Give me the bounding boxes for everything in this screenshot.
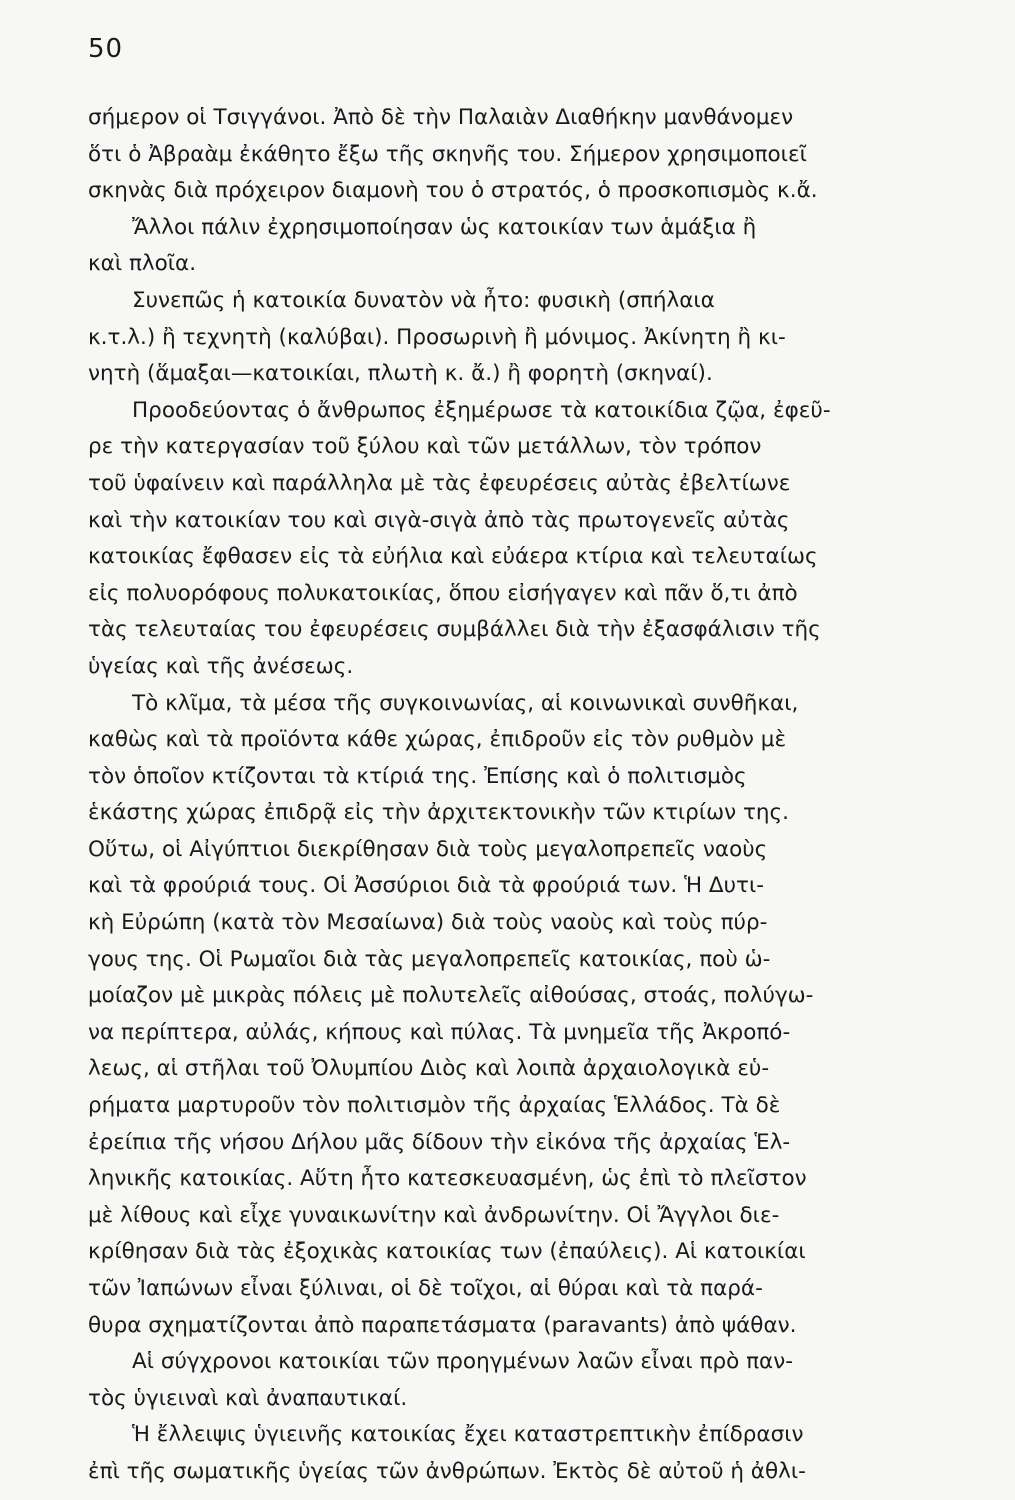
text-line: καὶ τὴν κατοικίαν του καὶ σιγὰ-σιγὰ ἀπὸ τὰς πρωτογενεῖς αὐτὰς bbox=[88, 507, 790, 533]
text-line: νητὴ (ἅμαξαι—κατοικίαι, πλωτὴ κ. ἄ.) ἢ φορητὴ (σκηναί). bbox=[88, 361, 713, 387]
text-line: μοίαζον μὲ μικρὰς πόλεις μὲ πολυτελεῖς αἰθούσας, στοάς, πολύγω- bbox=[88, 983, 814, 1009]
text-line: ἐρείπια τῆς νήσου Δήλου μᾶς δίδουν τὴν εἰκόνα τῆς ἀρχαίας Ἑλ- bbox=[88, 1129, 791, 1155]
page-number: 50 bbox=[88, 34, 124, 64]
text-line: ρε τὴν κατεργασίαν τοῦ ξύλου καὶ τῶν μετάλλων, τὸν τρόπον bbox=[88, 434, 762, 460]
text-line: εἰς πολυορόφους πολυκατοικίας, ὅπου εἰσήγαγεν καὶ πᾶν ὅ,τι ἀπὸ bbox=[88, 580, 798, 606]
text-line: καὶ πλοῖα. bbox=[88, 251, 197, 277]
body-text bbox=[88, 100, 936, 1491]
text-line: να περίπτερα, αὐλάς, κήπους καὶ πύλας. Τὰ μνημεῖα τῆς Ἀκροπό- bbox=[88, 1019, 791, 1045]
text-line: κὴ Εὐρώπη (κατὰ τὸν Μεσαίωνα) διὰ τοὺς ναοὺς καὶ τοὺς πύρ- bbox=[88, 910, 768, 936]
text-line: Αἱ σύγχρονοι κατοικίαι τῶν προηγμένων λαῶν εἶναι πρὸ παν- bbox=[132, 1349, 793, 1375]
text-line: ληνικῆς κατοικίας. Αὕτη ἦτο κατεσκευασμένη, ὡς ἐπὶ τὸ πλεῖστον bbox=[88, 1166, 807, 1192]
text-line: κατοικίας ἔφθασεν εἰς τὰ εὐήλια καὶ εὐάερα κτίρια καὶ τελευταίως bbox=[88, 544, 818, 570]
text-line: Τὸ κλῖμα, τὰ μέσα τῆς συγκοινωνίας, αἱ κοινωνικαὶ συνθῆκαι, bbox=[132, 690, 799, 716]
text-line: Ἡ ἔλλειψις ὑγιεινῆς κατοικίας ἔχει καταστρεπτικὴν ἐπίδρασιν bbox=[132, 1422, 804, 1448]
text-line: ἑκάστης χώρας ἐπιδρᾷ εἰς τὴν ἀρχιτεκτονικὴν τῶν κτιρίων της. bbox=[88, 800, 789, 826]
text-line: τοῦ ὑφαίνειν καὶ παράλληλα μὲ τὰς ἐφευρέσεις αὐτὰς ἐβελτίωνε bbox=[88, 470, 791, 496]
text-line: καὶ τὰ φρούριά τους. Οἱ Ἀσσύριοι διὰ τὰ φρούριά των. Ἡ Δυτι- bbox=[88, 873, 764, 899]
text-line: τὸν ὁποῖον κτίζονται τὰ κτίριά της. Ἐπίσης καὶ ὁ πολιτισμὸς bbox=[88, 763, 747, 789]
text-line: Συνεπῶς ἡ κατοικία δυνατὸν νὰ ἦτο: φυσικὴ (σπήλαια bbox=[132, 287, 715, 313]
text-line: σήμερον οἱ Τσιγγάνοι. Ἀπὸ δὲ τὴν Παλαιὰν Διαθήκην μανθάνομεν bbox=[88, 105, 794, 130]
text-line: καθὼς καὶ τὰ προϊόντα κάθε χώρας, ἐπιδροῦν εἰς τὸν ρυθμὸν μὲ bbox=[88, 727, 787, 753]
text-line: ὑγείας καὶ τῆς ἀνέσεως. bbox=[88, 653, 354, 679]
text-line: λεως, αἱ στῆλαι τοῦ Ὀλυμπίου Διὸς καὶ λοιπὰ ἀρχαιολογικὰ εὑ- bbox=[88, 1056, 770, 1082]
text-line: κ.τ.λ.) ἢ τεχνητὴ (καλύβαι). Προσωρινὴ ἢ μόνιμος. Ἀκίνητη ἢ κι- bbox=[88, 324, 786, 350]
text-line: κρίθησαν διὰ τὰς ἐξοχικὰς κατοικίας των (ἐπαύλεις). Αἱ κατοικίαι bbox=[88, 1239, 806, 1265]
text-line: ρήματα μαρτυροῦν τὸν πολιτισμὸν τῆς ἀρχαίας Ἑλλάδος. Τὰ δὲ bbox=[88, 1093, 781, 1119]
text-line: ἐπὶ τῆς σωματικῆς ὑγείας τῶν ἀνθρώπων. Ἐκτὸς δὲ αὐτοῦ ἡ ἀθλι- bbox=[88, 1458, 806, 1484]
text-line: ὅτι ὁ Ἀβραὰμ ἐκάθητο ἔξω τῆς σκηνῆς του. Σήμερον χρησιμοποιεῖ bbox=[88, 141, 807, 167]
text-line: Οὕτω, οἱ Αἰγύπτιοι διεκρίθησαν διὰ τοὺς μεγαλοπρεπεῖς ναοὺς bbox=[88, 836, 768, 862]
text-line: μὲ λίθους καὶ εἶχε γυναικωνίτην καὶ ἀνδρωνίτην. Οἱ Ἄγγλοι διε- bbox=[88, 1202, 780, 1228]
text-line: γους της. Οἱ Ρωμαῖοι διὰ τὰς μεγαλοπρεπεῖς κατοικίας, ποὺ ὡ- bbox=[88, 946, 771, 972]
text-line: Ἄλλοι πάλιν ἐχρησιμοποίησαν ὡς κατοικίαν των ἁμάξια ἢ bbox=[132, 214, 757, 240]
text-line: τῶν Ἰαπώνων εἶναι ξύλιναι, οἱ δὲ τοῖχοι, αἱ θύραι καὶ τὰ παρά- bbox=[88, 1276, 763, 1301]
text-line: τὰς τελευταίας του ἐφευρέσεις συμβάλλει διὰ τὴν ἐξασφάλισιν τῆς bbox=[88, 617, 821, 643]
text-line: σκηνὰς διὰ πρόχειρον διαμονὴ του ὁ στρατός, ὁ προσκοπισμὸς κ.ἄ. bbox=[88, 178, 818, 204]
text-line: τὸς ὑγιειναὶ καὶ ἀναπαυτικαί. bbox=[88, 1385, 408, 1411]
text-line: Προοδεύοντας ὁ ἄνθρωπος ἐξημέρωσε τὰ κατοικίδια ζῷα, ἐφεῦ- bbox=[132, 397, 831, 423]
text-line: θυρα σχηματίζονται ἀπὸ παραπετάσματα (paravants) ἀπὸ ψάθαν. bbox=[88, 1312, 797, 1338]
